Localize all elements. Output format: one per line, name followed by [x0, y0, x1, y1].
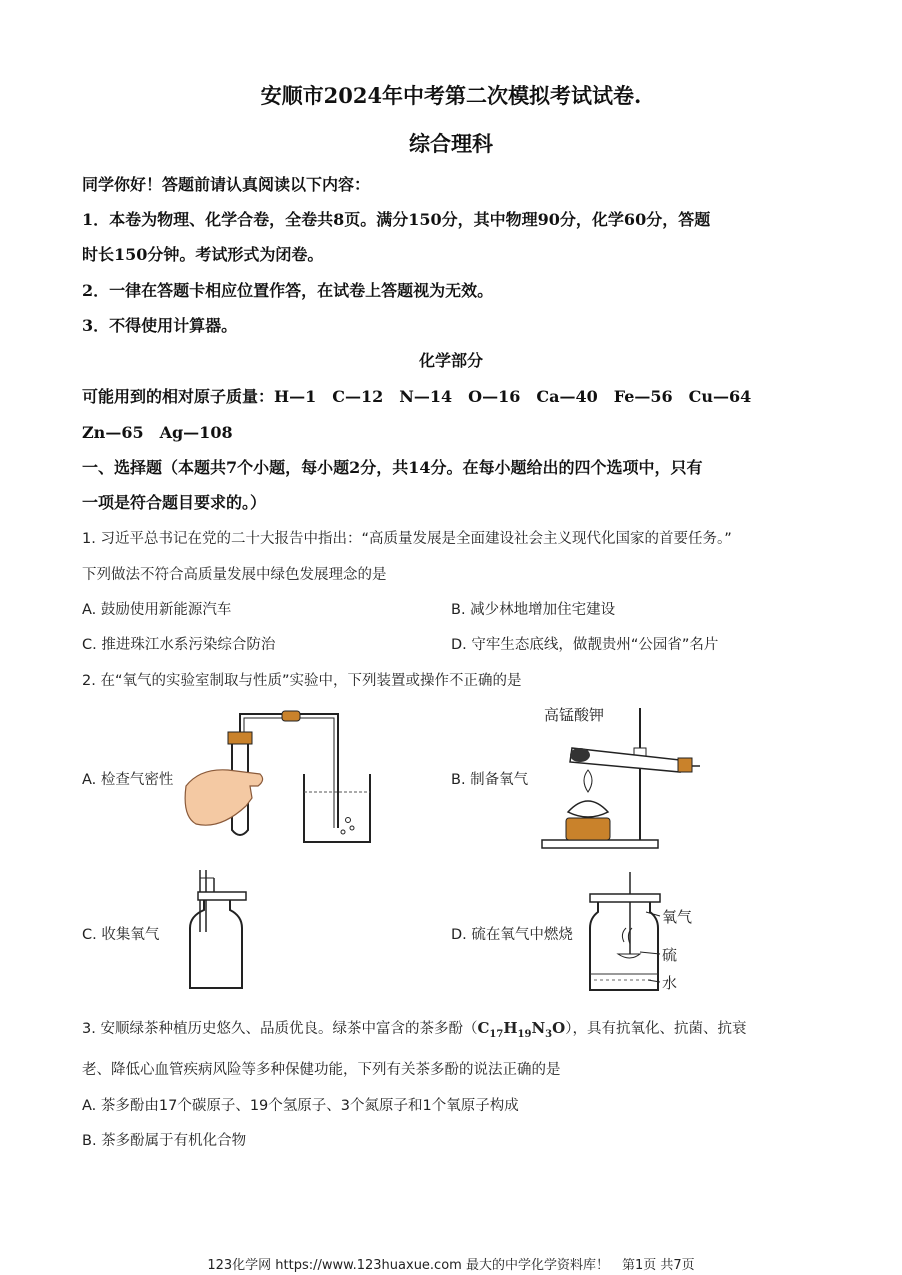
page-title: 安顺市2024年中考第二次模拟考试试卷.	[260, 83, 642, 108]
q1-stem-cont: 下列做法不符合高质量发展中绿色发展理念的是	[82, 567, 387, 583]
q2-stem: 2. 在“氧气的实验室制取与性质”实验中，下列装置或操作不正确的是	[82, 673, 522, 689]
q3-stem-pre: 3. 安顺绿茶种植历史悠久、品质优良。绿茶中富含的茶多酚（	[82, 1021, 478, 1037]
q1-option-b: B. 减少林地增加住宅建设	[451, 602, 616, 618]
tea-polyphenol-formula: $C_{17}H_{19}N_3O$	[477, 1019, 566, 1040]
q1-stem: 1. 习近平总书记在党的二十大报告中指出：“高质量发展是全面建设社会主义现代化国家的首要任务。”	[82, 531, 732, 547]
figure-collect-oxygen	[186, 870, 256, 992]
instruction-item-2: 2．一律在答题卡相应位置作答，在试卷上答题视为无效。	[82, 281, 494, 300]
instruction-item-3: 3．不得使用计算器。	[82, 316, 238, 335]
figure-prepare-oxygen	[530, 700, 700, 855]
page-subtitle: 综合理科	[409, 131, 493, 156]
q1-option-d: D. 守牢生态底线，做靓贵州“公园省”名片	[451, 637, 719, 653]
label-sulfur: 硫	[662, 946, 678, 964]
label-oxygen: 氧气	[662, 908, 693, 926]
q3-option-a: A. 茶多酚由17个碳原子、19个氢原子、3个氮原子和1个氧原子构成	[82, 1098, 519, 1114]
atomic-masses: 可能用到的相对原子质量：H—1 C—12 N—14 O—16 Ca—40 Fe—56 Cu—64	[82, 387, 752, 406]
atomic-masses-cont: Zn—65 Ag—108	[82, 423, 233, 442]
q2-option-a: A. 检查气密性	[82, 772, 174, 788]
q3-stem	[82, 1017, 746, 1040]
label-kmno4: 高锰酸钾	[544, 706, 605, 724]
q3-stem-cont: 老、降低心血管疾病风险等多种保健功能，下列有关茶多酚的说法正确的是	[82, 1062, 561, 1078]
instructions-greeting: 同学你好！答题前请认真阅读以下内容：	[82, 175, 371, 194]
figure-sulfur-burning	[588, 870, 708, 995]
figure-airtightness-check	[180, 708, 380, 848]
q3-stem-post: ），具有抗氧化、抗菌、抗衰	[565, 1021, 747, 1037]
part1-heading-cont: 一项是符合题目要求的。）	[82, 493, 267, 512]
label-water: 水	[662, 974, 678, 992]
q3-option-b: B. 茶多酚属于有机化合物	[82, 1133, 247, 1149]
page-footer: 123化学网 https://www.123huaxue.com 最大的中学化学资料库！ 第1页 共7页	[207, 1258, 695, 1273]
q2-option-d: D. 硫在氧气中燃烧	[451, 927, 573, 943]
q1-option-c: C. 推进珠江水系污染综合防治	[82, 637, 276, 653]
instruction-item-1-cont: 时长150分钟。考试形式为闭卷。	[82, 245, 324, 264]
q2-option-c: C. 收集氧气	[82, 927, 160, 943]
instruction-item-1: 1．本卷为物理、化学合卷，全卷共8页。满分150分，其中物理90分，化学60分，答题	[82, 210, 711, 229]
q2-option-b: B. 制备氧气	[451, 772, 529, 788]
part1-heading: 一、选择题（本题共7个小题，每小题2分，共14分。在每小题给出的四个选项中，只有	[82, 458, 703, 477]
section-heading: 化学部分	[418, 351, 483, 370]
q1-option-a: A. 鼓励使用新能源汽车	[82, 602, 232, 618]
